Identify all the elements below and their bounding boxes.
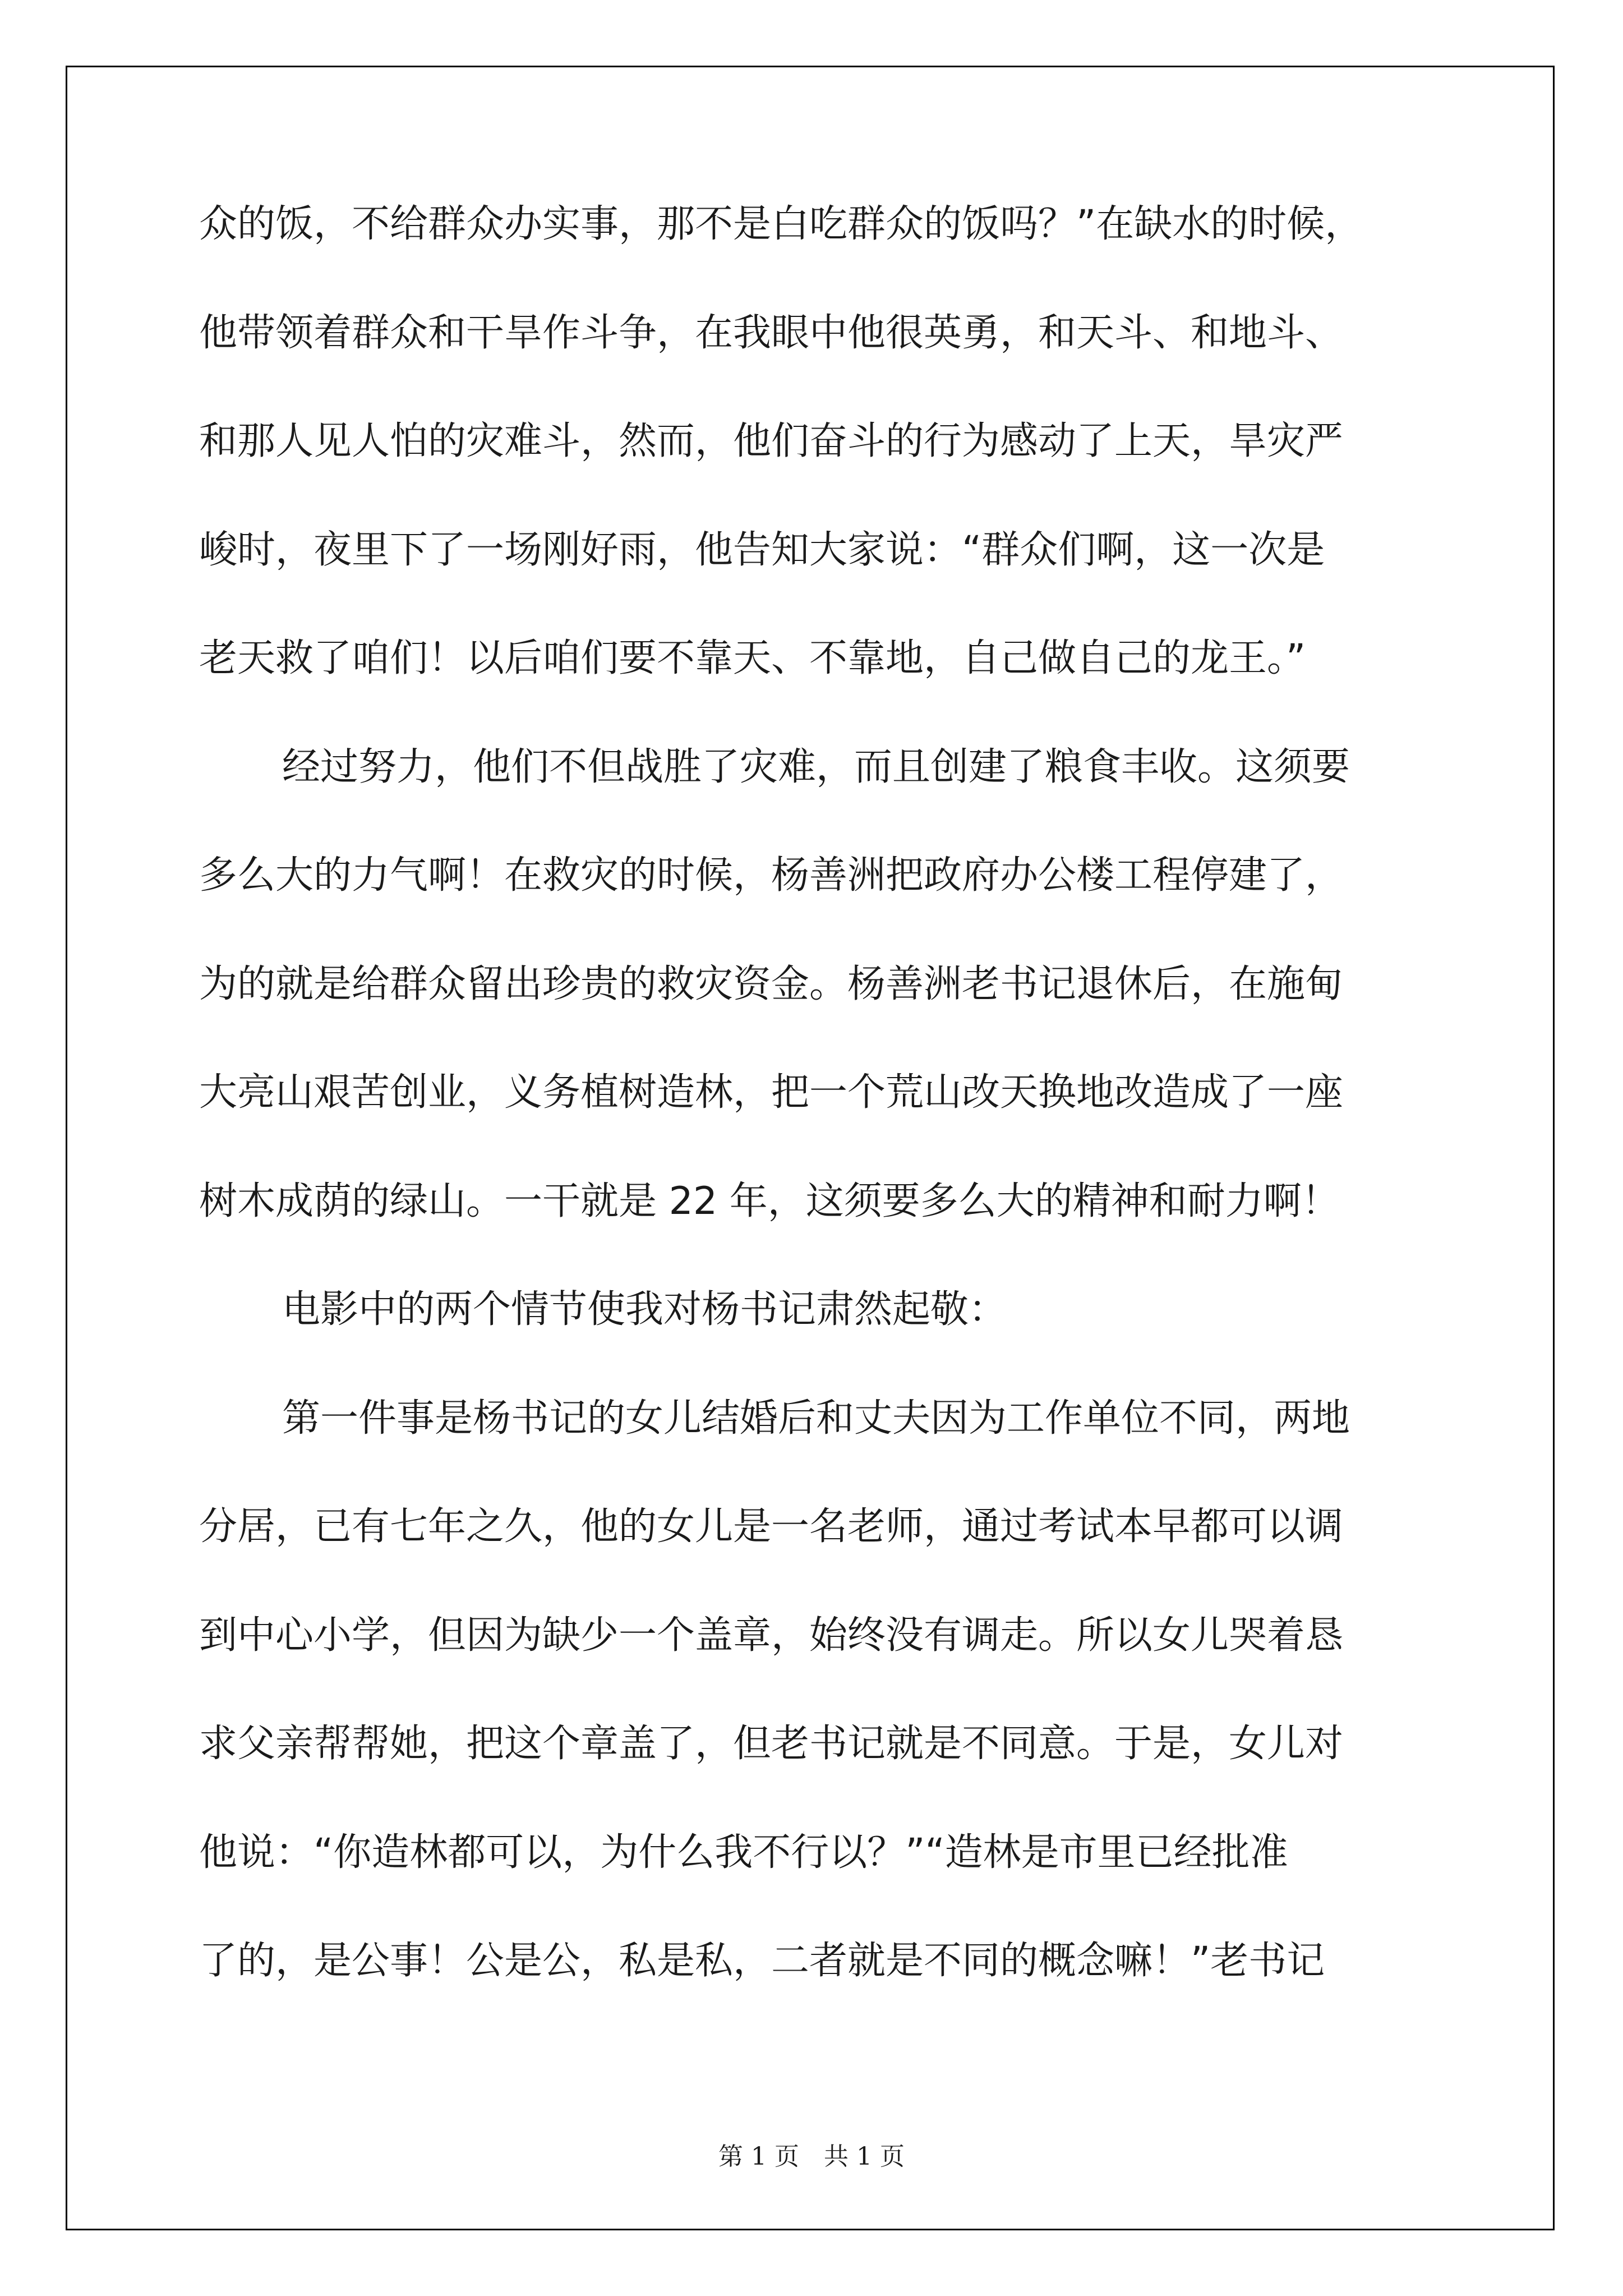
- text-line: 为的就是给群众留出珍贵的救灾资金。杨善洲老书记退休后，在施甸: [199, 962, 1344, 1006]
- text-line: 求父亲帮帮她，把这个章盖了，但老书记就是不同意。于是，女儿对: [199, 1722, 1344, 1766]
- text-line: 树木成荫的绿山。一干就是 22 年，这须要多么大的精神和耐力啊！: [199, 1179, 1340, 1223]
- text-line: 老天救了咱们！以后咱们要不靠天、不靠地，自己做自己的龙王。”: [199, 636, 1306, 680]
- text-line: 大亮山艰苦创业，义务植树造林，把一个荒山改天换地改造成了一座: [199, 1070, 1344, 1115]
- page-footer: 第 1 页 共 1 页: [718, 2142, 905, 2171]
- text-line: 分居，已有七年之久，他的女儿是一名老师，通过考试本早都可以调: [199, 1504, 1344, 1549]
- text-line: 多么大的力气啊！在救灾的时候，杨善洲把政府办公楼工程停建了，: [199, 853, 1344, 898]
- text-line: 峻时，夜里下了一场刚好雨，他告知大家说：“群众们啊，这一次是: [199, 528, 1325, 572]
- text-line: 第一件事是杨书记的女儿结婚后和丈夫因为工作单位不同，两地: [282, 1396, 1350, 1441]
- text-line: 他说：“你造林都可以，为什么我不行以？”“造林是市里已经批准: [199, 1830, 1288, 1875]
- text-line: 电影中的两个情节使我对杨书记肃然起敬：: [282, 1287, 1007, 1332]
- text-line: 了的，是公事！公是公，私是私，二者就是不同的概念嘛！”老书记: [199, 1939, 1325, 1983]
- page-border: [66, 66, 1555, 2230]
- text-line: 众的饭，不给群众办实事，那不是白吃群众的饭吗？”在缺水的时候，: [199, 202, 1363, 246]
- text-line: 到中心小学，但因为缺少一个盖章，始终没有调走。所以女儿哭着恳: [199, 1613, 1344, 1658]
- text-line: 和那人见人怕的灾难斗，然而，他们奋斗的行为感动了上天，旱灾严: [199, 419, 1344, 463]
- text-line: 他带领着群众和干旱作斗争，在我眼中他很英勇，和天斗、和地斗、: [199, 311, 1344, 355]
- text-line: 经过努力，他们不但战胜了灾难，而且创建了粮食丰收。这须要: [282, 745, 1350, 789]
